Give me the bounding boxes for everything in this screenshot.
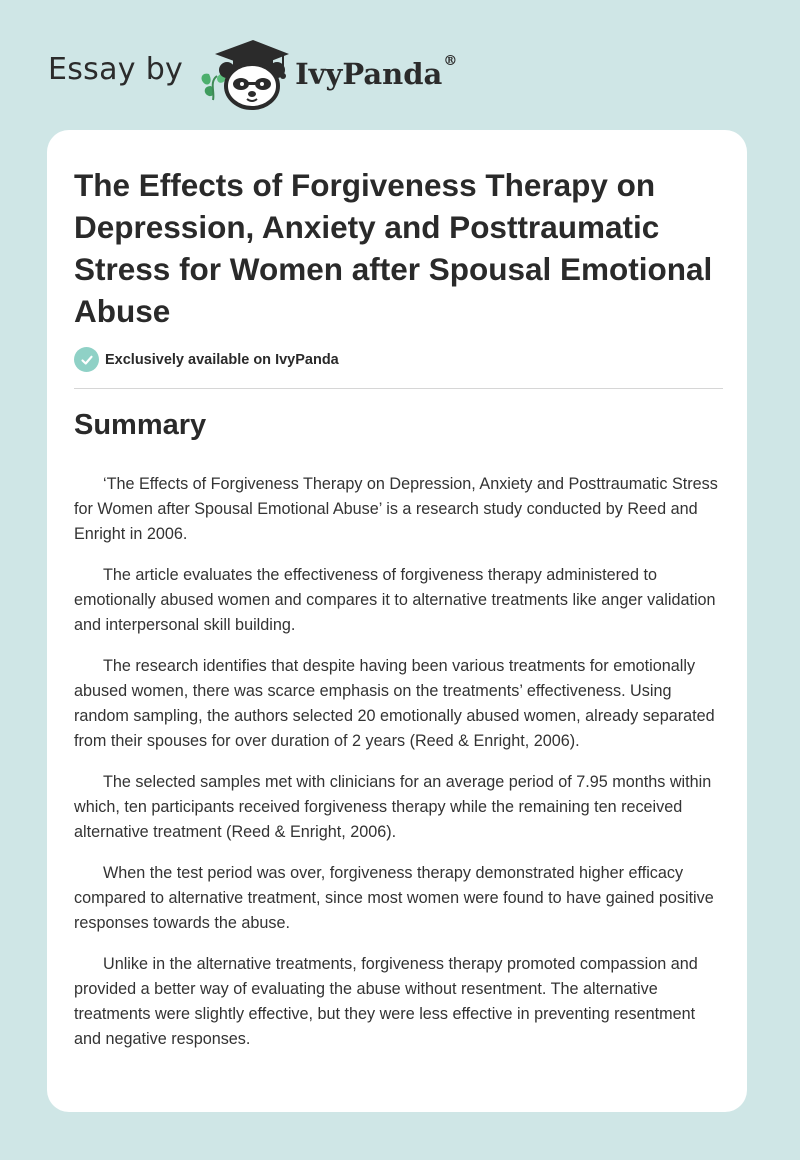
essay-by-label: Essay by: [48, 51, 184, 87]
check-circle-icon: [74, 347, 99, 372]
paragraph: The selected samples met with clinicians for an average period of 7.95 months within which, ten participants received forgiveness therapy while the remaining ten received alternative treatment (Reed & Enright, 2006).: [74, 773, 712, 841]
paragraph: ‘The Effects of Forgiveness Therapy on Depression, Anxiety and Posttraumatic Stress for Women after Spousal Emotional Abuse’ is a research study conducted by Reed and Enright in 2006.: [74, 475, 718, 543]
paragraph: The research identifies that despite having been various treatments for emotionally abused women, there was scarce emphasis on the treatments’ effectiveness. Using random sampling, the authors selected 20 emotionally abused women, already separated from their spouses for over duration of 2 years (Reed & Enright, 2006).: [74, 657, 715, 750]
section-title-summary: Summary: [74, 409, 207, 441]
paragraph: The article evaluates the effectiveness of forgiveness therapy administered to emotionally abused women and compares it to alternative treatments like anger validation and interpersonal skill building.: [74, 566, 716, 634]
paragraph: When the test period was over, forgiveness therapy demonstrated higher efficacy compared to alternative treatment, since most women were found to have gained positive responses towards the abuse.: [74, 864, 714, 932]
ivypanda-logo[interactable]: [197, 34, 457, 110]
divider: [74, 388, 723, 389]
brand-name: IvyPanda®: [295, 53, 458, 91]
exclusive-badge: [74, 347, 339, 372]
trademark-symbol: ®: [443, 53, 458, 69]
essay-card: [47, 130, 747, 1112]
panda-graduation-cap-icon: [197, 34, 289, 110]
paragraph: Unlike in the alternative treatments, forgiveness therapy promoted compassion and provided a better way of evaluating the abuse without resentment. The alternative treatments were slightly effective, but they were less effective in preventing resentment and negative responses.: [74, 955, 698, 1048]
site-header: [48, 34, 457, 110]
summary-body: [74, 472, 719, 1068]
page-title: The Effects of Forgiveness Therapy on Depression, Anxiety and Posttraumatic Stress for Women after Spousal Emotional Abuse: [74, 167, 713, 329]
exclusive-label: Exclusively available on IvyPanda: [105, 351, 339, 368]
